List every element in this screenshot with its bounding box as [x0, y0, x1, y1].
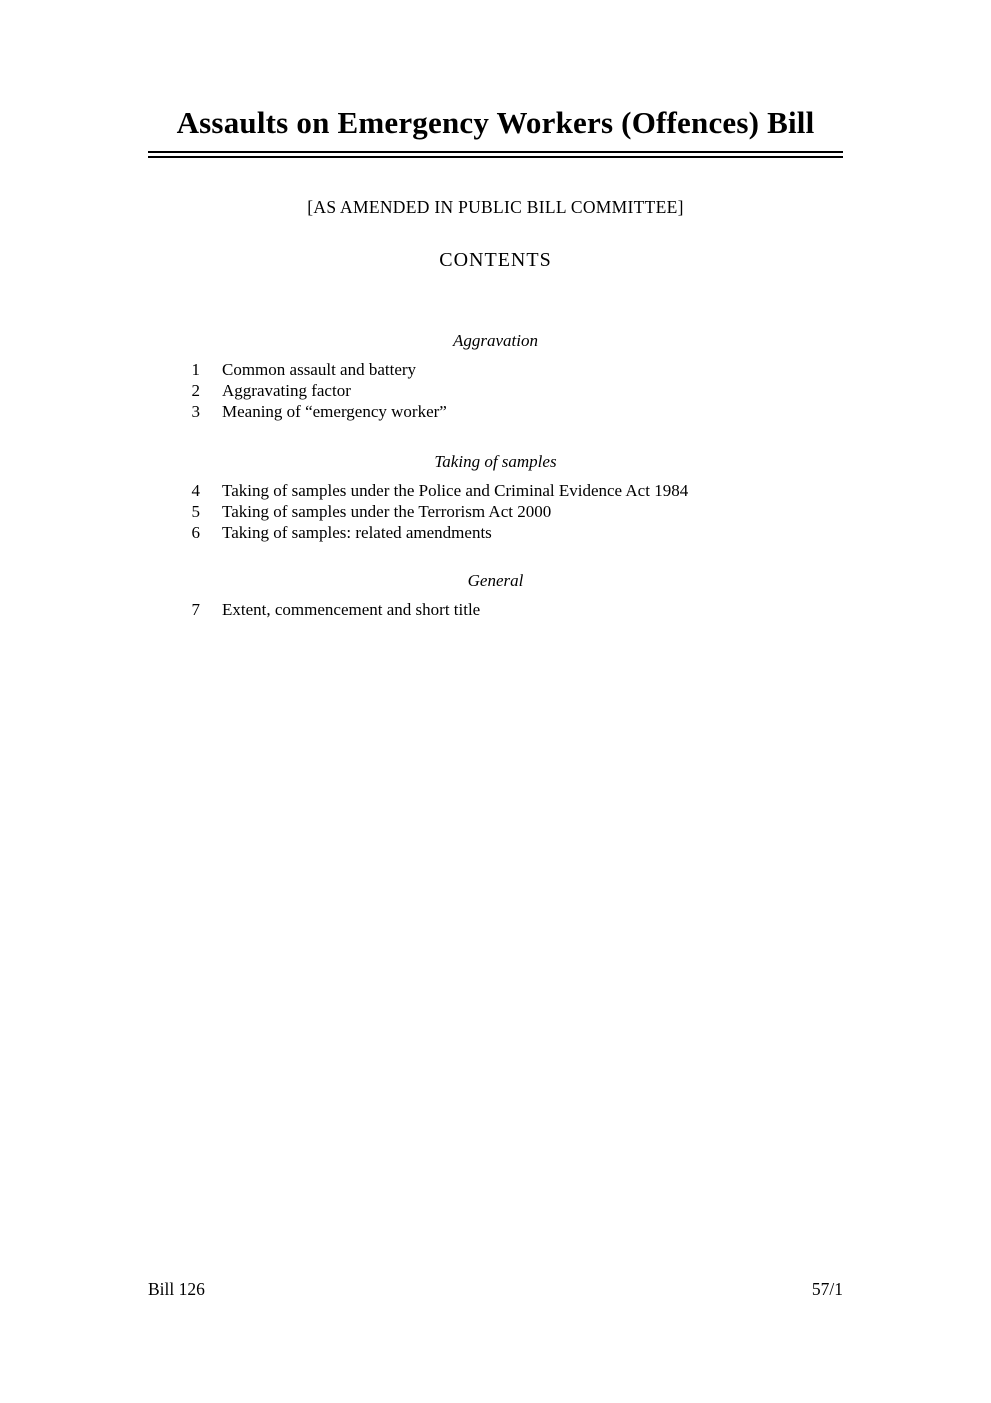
toc-item — [148, 401, 843, 422]
toc-item-title: Extent, commencement and short title — [222, 600, 481, 619]
footer-session-code: 57/1 — [811, 1279, 843, 1299]
section-heading-taking-of-samples: Taking of samples — [434, 452, 557, 471]
toc-item-number: 3 — [191, 402, 200, 421]
toc-item-title: Aggravating factor — [222, 381, 351, 400]
toc-item — [148, 359, 843, 380]
amendment-banner: [AS AMENDED IN PUBLIC BILL COMMITTEE] — [307, 197, 684, 217]
toc-item-number: 6 — [191, 523, 200, 542]
page-content — [148, 104, 843, 620]
toc-item-number: 5 — [191, 502, 200, 521]
toc-item — [148, 522, 843, 543]
toc-item-number: 7 — [191, 600, 200, 619]
bill-title: Assaults on Emergency Workers (Offences) Bill — [176, 105, 815, 140]
page-footer — [148, 1278, 843, 1300]
toc-item-title: Taking of samples under the Police and Criminal Evidence Act 1984 — [222, 481, 689, 500]
toc-item-title: Taking of samples under the Terrorism Act 2000 — [222, 502, 552, 521]
toc-list-general — [148, 599, 843, 620]
toc-item-title: Common assault and battery — [222, 360, 417, 379]
section-heading-aggravation: Aggravation — [453, 331, 538, 350]
toc-item-title: Meaning of “emergency worker” — [222, 402, 447, 421]
toc-list-aggravation — [148, 359, 843, 422]
toc-item — [148, 599, 843, 620]
section-heading-general: General — [467, 571, 524, 590]
title-double-rule — [148, 151, 843, 158]
contents-heading: CONTENTS — [439, 249, 552, 271]
footer-bill-number: Bill 126 — [148, 1279, 205, 1299]
toc-item — [148, 501, 843, 522]
toc-item — [148, 380, 843, 401]
toc-item-title: Taking of samples: related amendments — [222, 523, 492, 542]
toc-item-number: 1 — [191, 360, 200, 379]
toc-list-taking-of-samples — [148, 480, 843, 543]
toc-item — [148, 480, 843, 501]
toc-item-number: 4 — [191, 481, 200, 500]
toc-item-number: 2 — [191, 381, 200, 400]
